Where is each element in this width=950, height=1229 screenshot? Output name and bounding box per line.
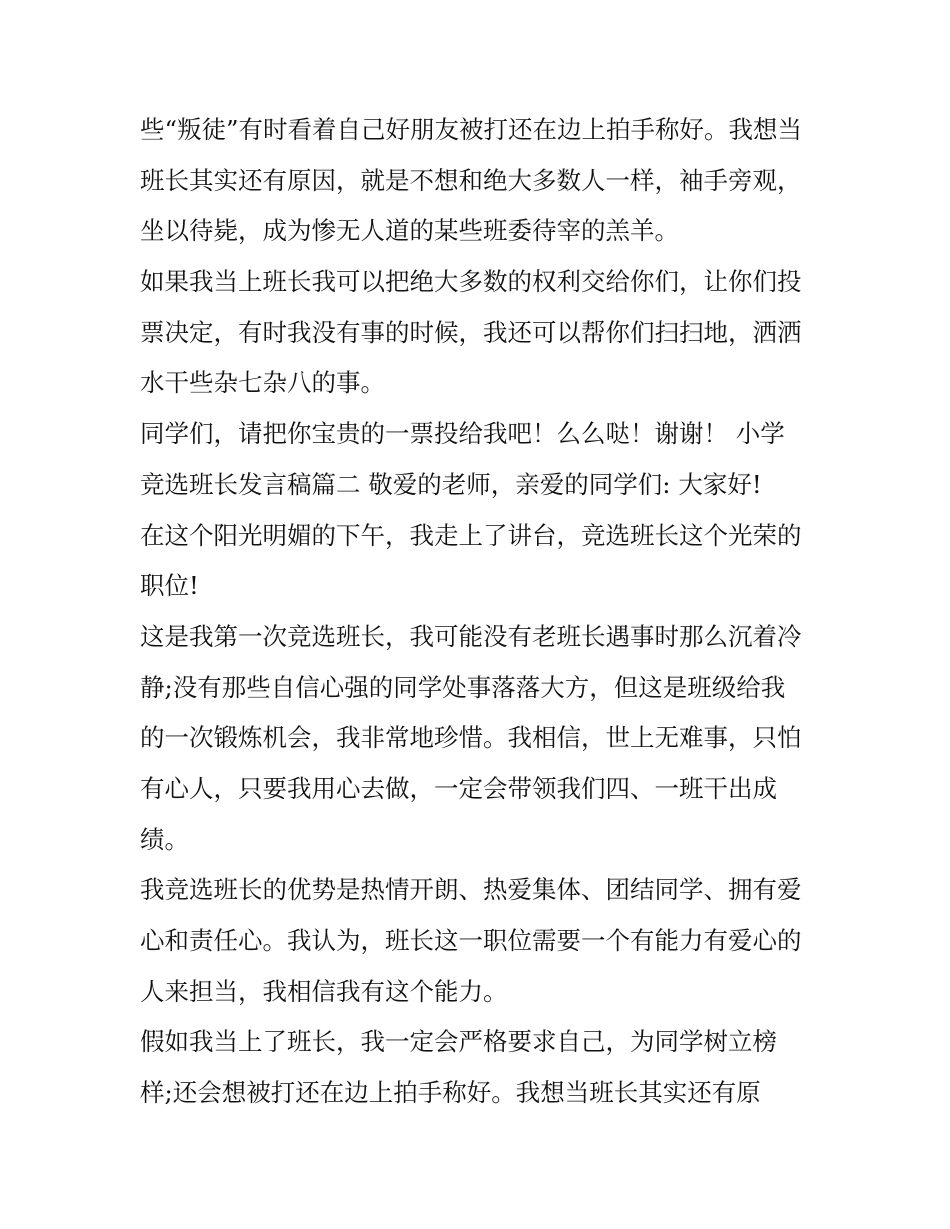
text-line: 如果我当上班长我可以把绝大多数的权利交给你们，让你们投 — [140, 267, 802, 297]
text-line: 些“叛徒”有时看着自己好朋友被打还在边上拍手称好。我想当 — [140, 115, 803, 144]
text-line: 水干些杂七杂八的事。 — [140, 368, 385, 398]
text-line: 在这个阳光明媚的下午，我走上了讲台，竞选班长这个光荣的 — [140, 520, 802, 550]
text-line: 有心人，只要我用心去做，一定会带领我们四、一班干出成 — [140, 773, 777, 803]
text-line: 绩。 — [140, 824, 189, 854]
text-line: 同学们，请把你宝贵的一票投给我吧！么么哒！谢谢！ 小学 — [140, 419, 785, 449]
text-line: 静;没有那些自信心强的同学处事落落大方，但这是班级给我 — [140, 672, 786, 702]
text-line: 票决定，有时我没有事的时候，我还可以帮你们扫扫地，洒洒 — [140, 317, 802, 347]
text-line: 竞选班长发言稿篇二 敬爱的老师，亲爱的同学们: 大家好! — [140, 469, 762, 499]
text-line: 班长其实还有原因，就是不想和绝大多数人一样，袖手旁观， — [140, 165, 802, 195]
document-page — [140, 105, 840, 1119]
text-line: 样;还会想被打还在边上拍手称好。我想当班长其实还有原 — [140, 1078, 761, 1108]
text-line: 人来担当，我相信我有这个能力。 — [140, 976, 508, 1006]
text-line: 我竞选班长的优势是热情开朗、热爱集体、团结同学、拥有爱 — [140, 875, 802, 905]
text-line: 这是我第一次竞选班长，我可能没有老班长遇事时那么沉着冷 — [140, 621, 802, 651]
text-line: 坐以待毙，成为惨无人道的某些班委待宰的羔羊。 — [140, 216, 679, 246]
text-line: 的一次锻炼机会，我非常地珍惜。我相信，世上无难事，只怕 — [140, 723, 802, 753]
text-line: 心和责任心。我认为，班长这一职位需要一个有能力有爱心的 — [140, 926, 802, 955]
text-line: 假如我当上了班长，我一定会严格要求自己，为同学树立榜 — [140, 1027, 777, 1057]
text-line: 职位! — [140, 571, 199, 601]
